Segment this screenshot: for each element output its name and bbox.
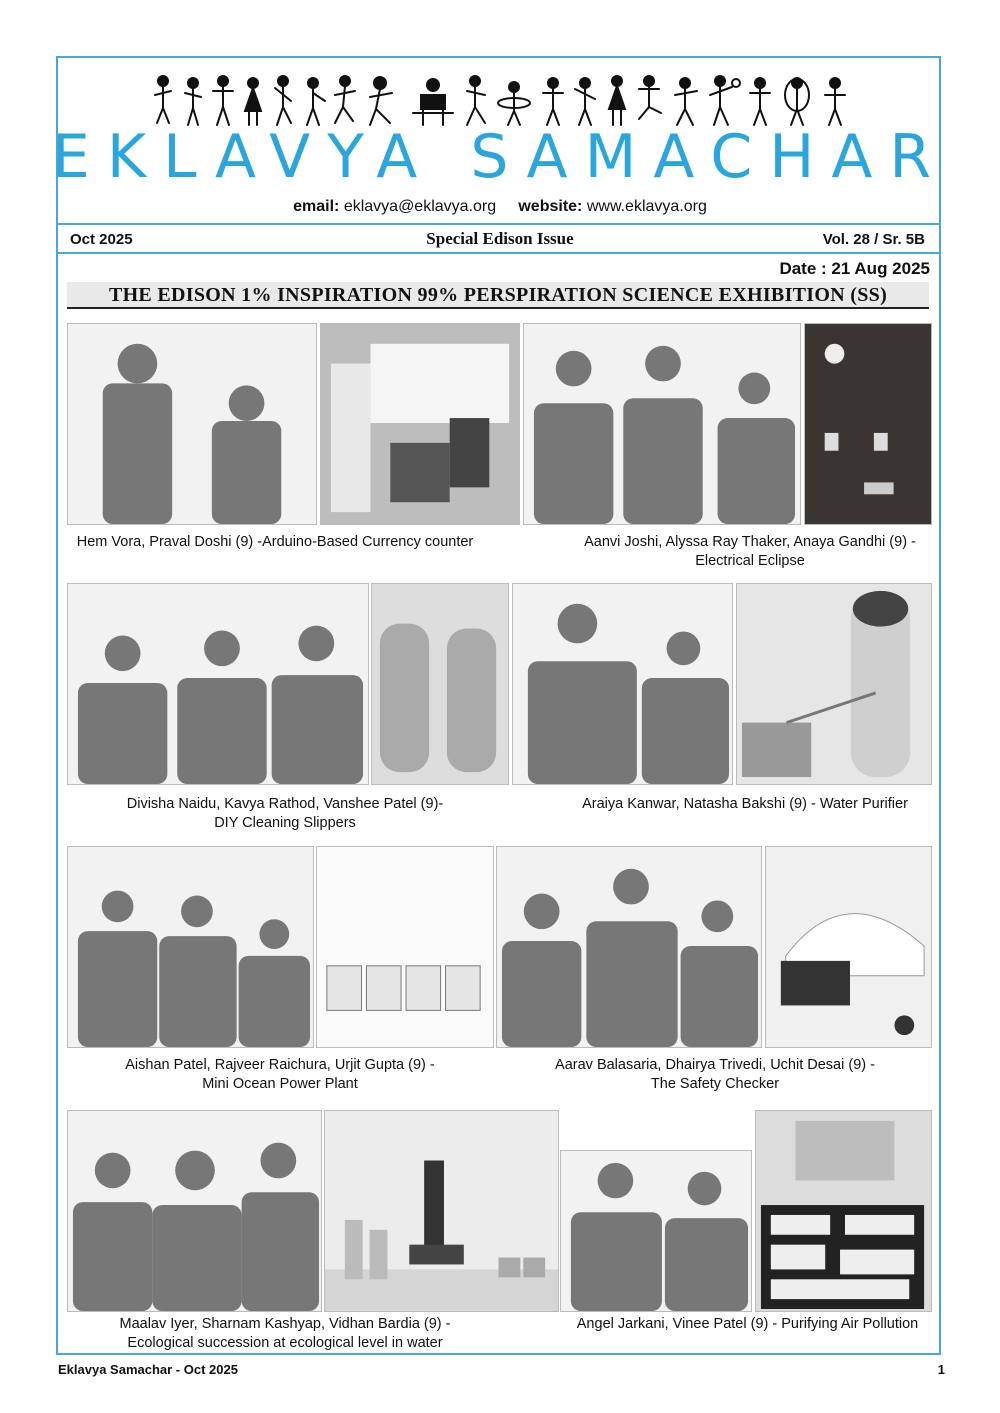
- project-caption: [60, 1315, 510, 1353]
- caption-line: Aarav Balasaria, Dhairya Trivedi, Uchit Desai (9) -: [555, 1057, 875, 1073]
- project-photo: [371, 583, 509, 785]
- exhibition-headline: THE EDISON 1% INSPIRATION 99% PERSPIRATION SCIENCE EXHIBITION (SS): [67, 282, 929, 309]
- project-caption: [535, 795, 955, 814]
- student-group-photo: [512, 583, 733, 785]
- caption-line: Divisha Naidu, Kavya Rathod, Vanshee Patel (9)-: [126, 796, 444, 812]
- caption-line: The Safety Checker: [650, 1076, 780, 1092]
- project-photo: [324, 1110, 559, 1312]
- project-caption: [60, 533, 490, 552]
- student-group-photo: [67, 583, 369, 785]
- project-photo: [804, 323, 932, 525]
- project-caption: [60, 795, 510, 833]
- email-address[interactable]: eklavya@eklavya.org: [343, 198, 497, 215]
- student-group-photo: [67, 846, 314, 1048]
- caption-line: Angel Jarkani, Vinee Patel (9) - Purifying Air Pollution: [576, 1316, 919, 1332]
- caption-line: Aishan Patel, Rajveer Raichura, Urjit Gupta (9) -: [125, 1057, 435, 1073]
- project-caption: [540, 533, 960, 571]
- student-group-photo: [560, 1150, 752, 1312]
- contact-line: [0, 198, 1000, 216]
- header-divider-bottom: [58, 252, 940, 254]
- caption-line: Aanvi Joshi, Alyssa Ray Thaker, Anaya Gandhi (9) -: [584, 534, 916, 550]
- project-photo: [765, 846, 932, 1048]
- project-photo: [316, 846, 494, 1048]
- project-caption: [560, 1315, 935, 1334]
- issue-volume: Vol. 28 / Sr. 5B: [822, 231, 925, 248]
- student-group-photo: [496, 846, 762, 1048]
- issue-name: Special Edison Issue: [426, 229, 574, 248]
- student-group-photo: [523, 323, 801, 525]
- caption-line: Ecological succession at ecological level in water: [127, 1335, 443, 1351]
- project-caption: [505, 1056, 925, 1094]
- caption-line: Electrical Eclipse: [695, 553, 805, 569]
- email-label: email:: [293, 198, 340, 215]
- website-label: website:: [518, 198, 583, 215]
- caption-line: Araiya Kanwar, Natasha Bakshi (9) - Water Purifier: [582, 796, 908, 812]
- caption-line: Maalav Iyer, Sharnam Kashyap, Vidhan Bardia (9) -: [119, 1316, 451, 1332]
- caption-line: DIY Cleaning Slippers: [214, 815, 356, 831]
- header-divider-top: [58, 223, 940, 225]
- caption-line: Mini Ocean Power Plant: [202, 1076, 358, 1092]
- student-group-photo: [67, 1110, 322, 1312]
- website-url[interactable]: www.eklavya.org: [586, 198, 707, 215]
- issue-month: Oct 2025: [70, 231, 133, 248]
- caption-line: Hem Vora, Praval Doshi (9) -Arduino-Based Currency counter: [76, 534, 474, 550]
- issue-date: Date : 21 Aug 2025: [779, 259, 930, 278]
- masthead-title: EKLAVYA SAMACHAR: [51, 122, 949, 192]
- project-caption: [60, 1056, 500, 1094]
- student-group-photo: [67, 323, 317, 525]
- page-number: 1: [937, 1362, 945, 1377]
- footer-publication: Eklavya Samachar - Oct 2025: [58, 1362, 238, 1377]
- project-photo: [320, 323, 520, 525]
- project-photo: [755, 1110, 932, 1312]
- project-photo: [736, 583, 932, 785]
